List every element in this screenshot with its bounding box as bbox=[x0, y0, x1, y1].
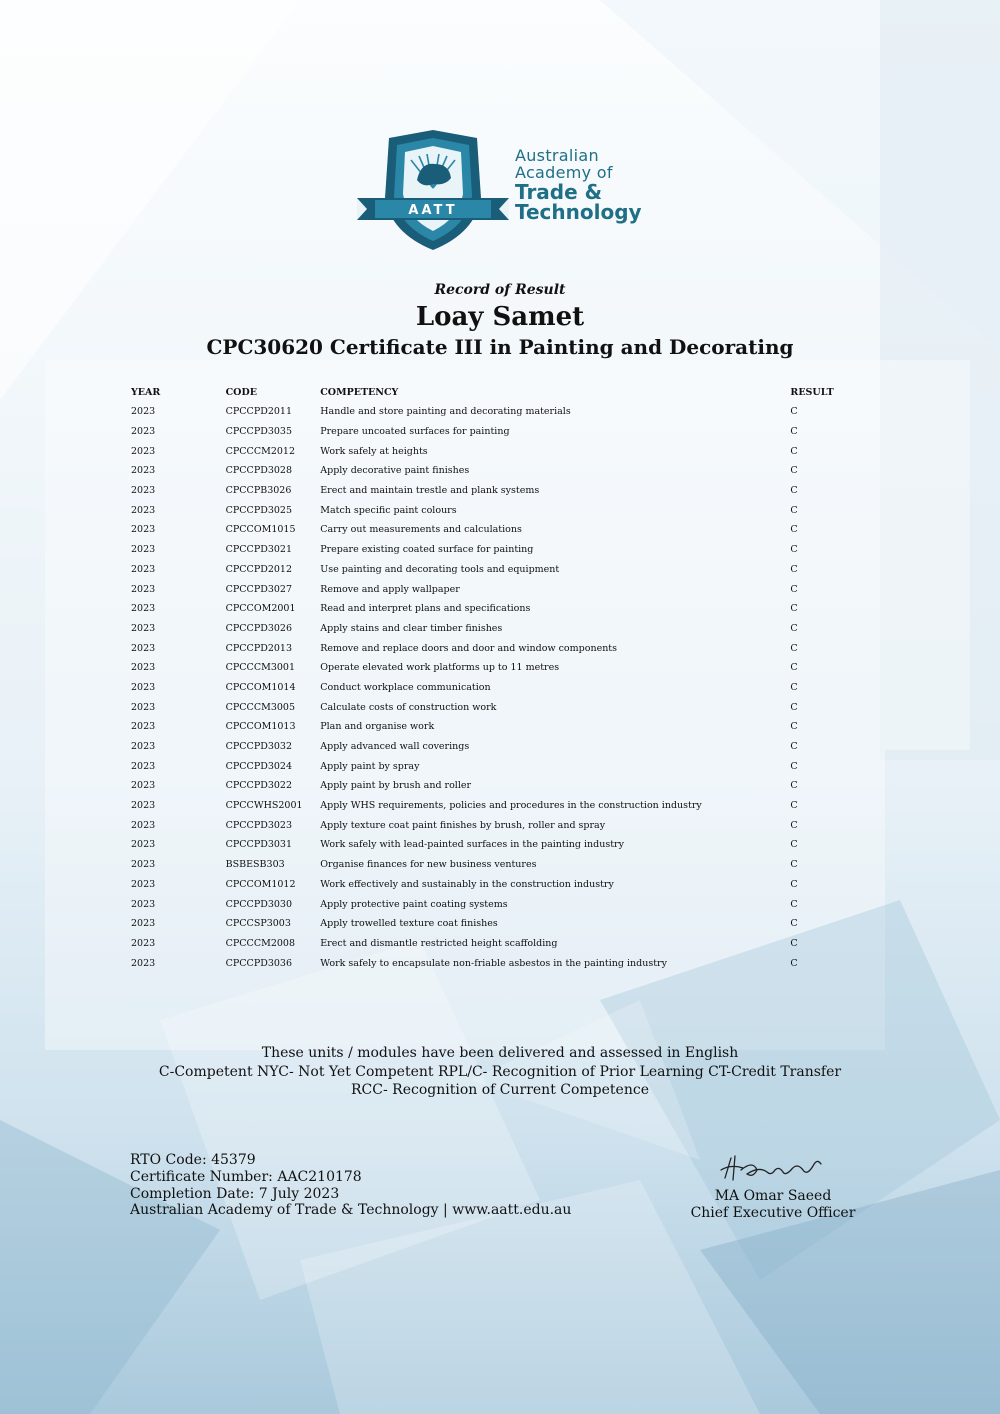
logo-line-4: Technology bbox=[515, 200, 642, 224]
cell-year: 2023 bbox=[131, 603, 156, 615]
table-row bbox=[126, 678, 866, 698]
table-row bbox=[126, 540, 866, 560]
table-row bbox=[126, 658, 866, 678]
cell-year: 2023 bbox=[131, 780, 156, 792]
signatory-title: Chief Executive Officer bbox=[690, 1204, 856, 1221]
cell-code: CPCCPB3026 bbox=[225, 485, 292, 497]
cell-result: C bbox=[790, 918, 798, 930]
signatory-name: MA Omar Saeed bbox=[714, 1188, 832, 1204]
cell-result: C bbox=[790, 603, 798, 615]
table-row bbox=[126, 520, 866, 540]
cell-result: C bbox=[790, 760, 798, 772]
aatt-shield-icon bbox=[355, 128, 511, 254]
cell-year: 2023 bbox=[131, 918, 156, 930]
table-row bbox=[126, 422, 866, 442]
cell-result: C bbox=[790, 622, 798, 634]
cell-competency: Apply WHS requirements, policies and procedures in the construction industry bbox=[320, 800, 702, 812]
cell-year: 2023 bbox=[131, 878, 156, 890]
table-row bbox=[126, 855, 866, 875]
cell-result: C bbox=[790, 642, 798, 654]
cell-result: C bbox=[790, 878, 798, 890]
logo-line-3: Trade & bbox=[515, 180, 603, 204]
cell-code: CPCCPD3024 bbox=[225, 760, 293, 772]
cell-competency: Erect and dismantle restricted height scaffolding bbox=[320, 937, 558, 949]
cell-year: 2023 bbox=[131, 681, 156, 693]
cell-competency: Apply paint by brush and roller bbox=[320, 780, 472, 792]
column-header-result: RESULT bbox=[790, 386, 834, 398]
cell-year: 2023 bbox=[131, 800, 156, 812]
table-row bbox=[126, 914, 866, 934]
cell-code: CPCCPD2012 bbox=[225, 563, 293, 575]
cell-result: C bbox=[790, 426, 798, 438]
certificate-number: Certificate Number: AAC210178 bbox=[130, 1168, 362, 1185]
cell-year: 2023 bbox=[131, 701, 156, 713]
table-row bbox=[126, 894, 866, 914]
column-header-competency: COMPETENCY bbox=[320, 386, 399, 398]
cell-result: C bbox=[790, 465, 798, 477]
cell-competency: Read and interpret plans and specifications bbox=[320, 603, 531, 615]
table-row bbox=[126, 756, 866, 776]
cell-competency: Apply stains and clear timber finishes bbox=[320, 622, 503, 634]
cell-code: CPCCPD3028 bbox=[225, 465, 293, 477]
table-row bbox=[126, 402, 866, 422]
cell-result: C bbox=[790, 563, 798, 575]
cell-year: 2023 bbox=[131, 642, 156, 654]
cell-result: C bbox=[790, 406, 798, 418]
cell-code: CPCCOM2001 bbox=[225, 603, 296, 615]
results-table bbox=[126, 382, 866, 973]
cell-code: CPCCCM3005 bbox=[225, 701, 295, 713]
signature-block bbox=[680, 1148, 866, 1222]
cell-code: CPCCCM3001 bbox=[225, 662, 295, 674]
table-header-row bbox=[126, 382, 866, 402]
cell-code: BSBESB303 bbox=[225, 859, 285, 871]
cell-year: 2023 bbox=[131, 445, 156, 457]
cell-code: CPCCWHS2001 bbox=[225, 800, 303, 812]
cell-code: CPCCPD3035 bbox=[225, 426, 293, 438]
table-row bbox=[126, 481, 866, 501]
logo-badge-text: AATT bbox=[408, 203, 458, 218]
cell-result: C bbox=[790, 741, 798, 753]
table-row bbox=[126, 717, 866, 737]
cell-code: CPCCPD3026 bbox=[225, 622, 293, 634]
cell-result: C bbox=[790, 681, 798, 693]
cell-result: C bbox=[790, 445, 798, 457]
cell-competency: Use painting and decorating tools and equipment bbox=[320, 563, 560, 575]
cell-code: CPCCCM2012 bbox=[225, 445, 295, 457]
cell-competency: Apply decorative paint finishes bbox=[320, 465, 470, 477]
certificate-details bbox=[130, 1152, 571, 1219]
cell-competency: Work safely at heights bbox=[320, 445, 428, 457]
cell-code: CPCCPD3032 bbox=[225, 741, 293, 753]
column-header-code: CODE bbox=[225, 386, 257, 398]
cell-year: 2023 bbox=[131, 898, 156, 910]
cell-competency: Work effectively and sustainably in the construction industry bbox=[320, 878, 614, 890]
cell-year: 2023 bbox=[131, 583, 156, 595]
cell-code: CPCCPD3030 bbox=[225, 898, 293, 910]
cell-competency: Apply trowelled texture coat finishes bbox=[320, 918, 498, 930]
table-row bbox=[126, 500, 866, 520]
cell-competency: Plan and organise work bbox=[320, 721, 435, 733]
cell-competency: Work safely to encapsulate non-friable asbestos in the painting industry bbox=[320, 957, 667, 969]
cell-competency: Operate elevated work platforms up to 11 metres bbox=[320, 662, 560, 674]
table-row bbox=[126, 599, 866, 619]
cell-code: CPCCOM1015 bbox=[225, 524, 296, 536]
cell-code: CPCCPD3025 bbox=[225, 504, 293, 516]
assessment-notes bbox=[0, 1044, 1000, 1100]
cell-result: C bbox=[790, 583, 798, 595]
table-row bbox=[126, 638, 866, 658]
cell-code: CPCCPD3021 bbox=[225, 544, 293, 556]
completion-date: Completion Date: 7 July 2023 bbox=[130, 1185, 340, 1202]
logo-line-2: Academy of bbox=[515, 163, 613, 182]
cell-code: CPCCPD2013 bbox=[225, 642, 293, 654]
cell-code: CPCCPD3022 bbox=[225, 780, 293, 792]
cell-competency: Handle and store painting and decorating materials bbox=[320, 406, 571, 418]
table-row bbox=[126, 737, 866, 757]
table-row bbox=[126, 441, 866, 461]
cell-code: CPCCPD3031 bbox=[225, 839, 293, 851]
cell-result: C bbox=[790, 957, 798, 969]
cell-result: C bbox=[790, 819, 798, 831]
table-row bbox=[126, 796, 866, 816]
cell-code: CPCCOM1013 bbox=[225, 721, 296, 733]
cell-result: C bbox=[790, 898, 798, 910]
cell-year: 2023 bbox=[131, 839, 156, 851]
cell-code: CPCCPD3023 bbox=[225, 819, 293, 831]
cell-year: 2023 bbox=[131, 485, 156, 497]
cell-code: CPCCCM2008 bbox=[225, 937, 295, 949]
table-row bbox=[126, 934, 866, 954]
cell-competency: Work safely with lead-painted surfaces in the painting industry bbox=[320, 839, 624, 851]
cell-code: CPCCPD3027 bbox=[225, 583, 293, 595]
cell-year: 2023 bbox=[131, 563, 156, 575]
cell-year: 2023 bbox=[131, 819, 156, 831]
cell-result: C bbox=[790, 859, 798, 871]
document-subtitle: Record of Result bbox=[434, 282, 566, 298]
cell-year: 2023 bbox=[131, 524, 156, 536]
cell-year: 2023 bbox=[131, 937, 156, 949]
cell-result: C bbox=[790, 662, 798, 674]
cell-year: 2023 bbox=[131, 504, 156, 516]
cell-competency: Apply advanced wall coverings bbox=[320, 741, 470, 753]
aatt-logo bbox=[355, 128, 655, 254]
cell-competency: Organise finances for new business ventures bbox=[320, 859, 537, 871]
student-name: Loay Samet bbox=[415, 302, 585, 332]
table-row bbox=[126, 835, 866, 855]
cell-year: 2023 bbox=[131, 741, 156, 753]
organisation-line: Australian Academy of Trade & Technology | www.aatt.edu.au bbox=[130, 1202, 572, 1219]
notes-rcc-line: RCC- Recognition of Current Competence bbox=[351, 1082, 649, 1098]
notes-language-line: These units / modules have been delivered and assessed in English bbox=[261, 1045, 739, 1061]
table-row bbox=[126, 560, 866, 580]
handwritten-signature-icon bbox=[713, 1148, 833, 1188]
cell-competency: Conduct workplace communication bbox=[320, 681, 491, 693]
cell-year: 2023 bbox=[131, 406, 156, 418]
course-title: CPC30620 Certificate III in Painting and Decorating bbox=[206, 335, 794, 359]
logo-wordmark bbox=[515, 148, 642, 223]
cell-result: C bbox=[790, 780, 798, 792]
cell-competency: Prepare uncoated surfaces for painting bbox=[320, 426, 510, 438]
cell-competency: Apply protective paint coating systems bbox=[320, 898, 508, 910]
cell-code: CPCCOM1012 bbox=[225, 878, 296, 890]
cell-year: 2023 bbox=[131, 859, 156, 871]
results-table-body bbox=[126, 402, 866, 973]
cell-year: 2023 bbox=[131, 544, 156, 556]
cell-result: C bbox=[790, 721, 798, 733]
table-row bbox=[126, 776, 866, 796]
cell-competency: Match specific paint colours bbox=[320, 504, 457, 516]
cell-code: CPCCOM1014 bbox=[225, 681, 296, 693]
cell-competency: Erect and maintain trestle and plank systems bbox=[320, 485, 540, 497]
cell-competency: Apply texture coat paint finishes by brush, roller and spray bbox=[320, 819, 606, 831]
cell-year: 2023 bbox=[131, 662, 156, 674]
table-row bbox=[126, 875, 866, 895]
cell-result: C bbox=[790, 937, 798, 949]
cell-result: C bbox=[790, 504, 798, 516]
cell-competency: Prepare existing coated surface for painting bbox=[320, 544, 534, 556]
document-header bbox=[0, 280, 1000, 360]
cell-competency: Remove and apply wallpaper bbox=[320, 583, 460, 595]
cell-result: C bbox=[790, 701, 798, 713]
cell-year: 2023 bbox=[131, 426, 156, 438]
table-row bbox=[126, 461, 866, 481]
cell-result: C bbox=[790, 544, 798, 556]
logo-line-1: Australian bbox=[515, 146, 599, 165]
cell-result: C bbox=[790, 524, 798, 536]
cell-result: C bbox=[790, 485, 798, 497]
table-row bbox=[126, 953, 866, 973]
column-header-year: YEAR bbox=[131, 386, 161, 398]
cell-competency: Remove and replace doors and door and window components bbox=[320, 642, 617, 654]
cell-result: C bbox=[790, 800, 798, 812]
cell-result: C bbox=[790, 839, 798, 851]
cell-competency: Apply paint by spray bbox=[320, 760, 420, 772]
table-row bbox=[126, 619, 866, 639]
cell-code: CPCCPD3036 bbox=[225, 957, 293, 969]
cell-year: 2023 bbox=[131, 957, 156, 969]
cell-competency: Carry out measurements and calculations bbox=[320, 524, 522, 536]
table-row bbox=[126, 579, 866, 599]
rto-code: RTO Code: 45379 bbox=[130, 1152, 256, 1168]
cell-code: CPCCPD2011 bbox=[225, 406, 293, 418]
table-row bbox=[126, 815, 866, 835]
cell-competency: Calculate costs of construction work bbox=[320, 701, 497, 713]
notes-legend-line: C-Competent NYC- Not Yet Competent RPL/C- Recognition of Prior Learning CT-Credit Transfer bbox=[158, 1063, 842, 1080]
cell-year: 2023 bbox=[131, 622, 156, 634]
cell-year: 2023 bbox=[131, 721, 156, 733]
cell-year: 2023 bbox=[131, 465, 156, 477]
cell-year: 2023 bbox=[131, 760, 156, 772]
cell-code: CPCCSP3003 bbox=[225, 918, 291, 930]
table-row bbox=[126, 697, 866, 717]
